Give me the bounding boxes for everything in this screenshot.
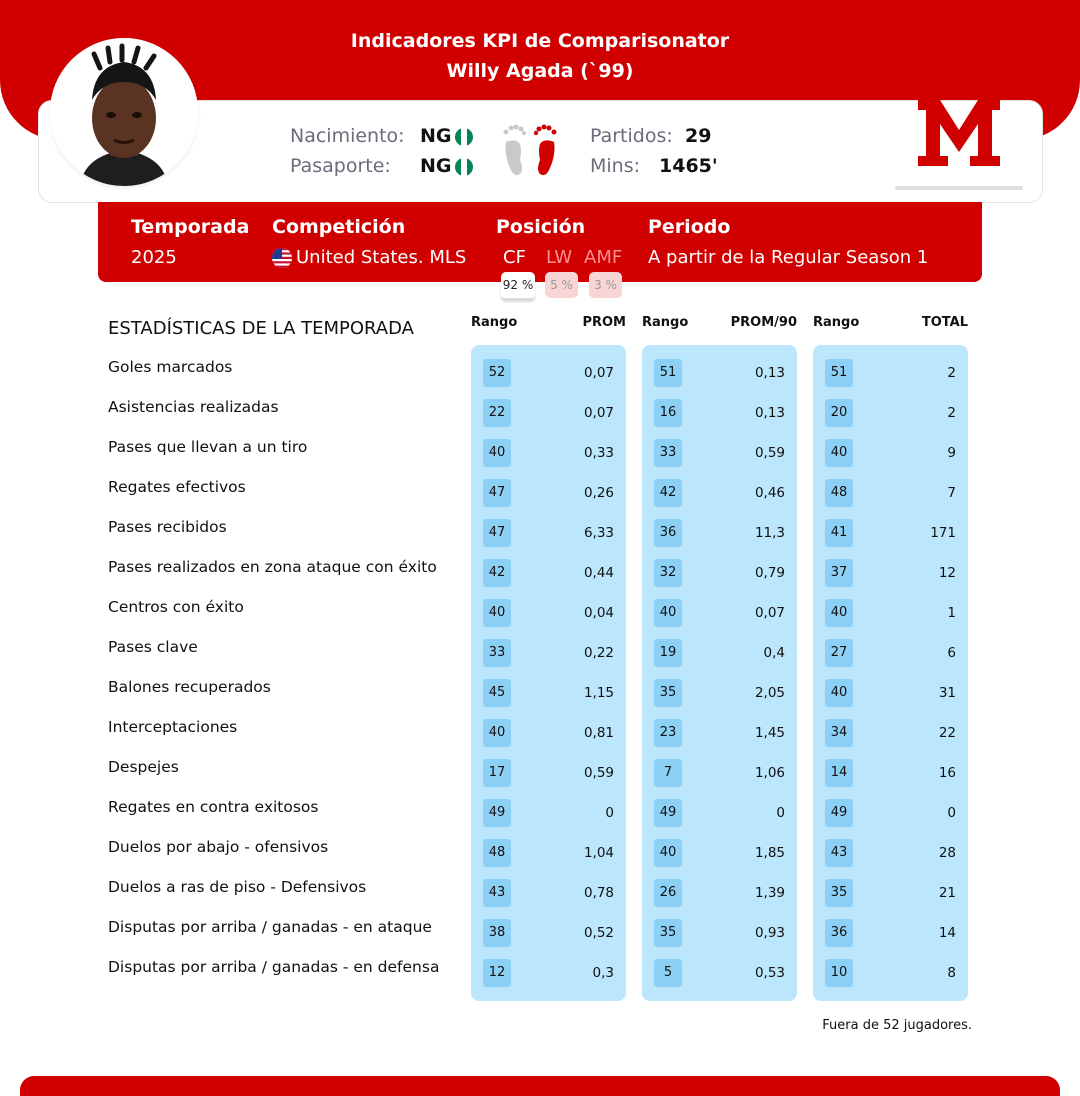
rank-total-badge: 40	[825, 439, 853, 467]
total-value: 31	[938, 685, 956, 701]
stat-label: Balones recuperados	[108, 678, 271, 696]
total-value: 16	[938, 765, 956, 781]
avg-value: 0	[605, 805, 614, 821]
avg90-value: 0,4	[763, 645, 785, 661]
avg-value: 0,59	[583, 765, 614, 781]
stat-label: Asistencias realizadas	[108, 398, 279, 416]
rank-avg90-badge: 49	[654, 799, 682, 827]
total-value: 1	[947, 605, 956, 621]
rank-avg90-badge: 32	[654, 559, 682, 587]
position-lw[interactable]: LW	[546, 247, 573, 268]
minutes-label: Mins:	[590, 155, 641, 177]
rank-avg90-badge: 40	[654, 839, 682, 867]
avg90-value: 0,13	[754, 405, 785, 421]
feet-icon	[498, 118, 562, 182]
period-label: Periodo	[648, 216, 731, 238]
avg90-value: 1,06	[754, 765, 785, 781]
stat-label: Disputas por arriba / ganadas - en defensa	[108, 958, 440, 976]
avg-value: 0,26	[583, 485, 614, 501]
rank-total-badge: 35	[825, 879, 853, 907]
rank-total-badge: 48	[825, 479, 853, 507]
total-value: 21	[938, 885, 956, 901]
stat-label: Pases recibidos	[108, 518, 227, 536]
avg-value: 0,44	[583, 565, 614, 581]
rank-total-badge: 41	[825, 519, 853, 547]
rank-total-badge: 49	[825, 799, 853, 827]
minutes-value: 1465'	[659, 155, 718, 177]
rank-avg90-badge: 33	[654, 439, 682, 467]
rank-avg90-badge: 5	[654, 959, 682, 987]
avg-value: 0,81	[583, 725, 614, 741]
avg90-value: 0,07	[754, 605, 785, 621]
stat-label: Disputas por arriba / ganadas - en ataque	[108, 918, 432, 936]
position-amf[interactable]: AMF	[584, 247, 623, 268]
avg-value: 0,07	[583, 365, 614, 381]
period-value: A partir de la Regular Season 1	[648, 247, 929, 268]
matches-value: 29	[685, 125, 712, 147]
position-amf-pct: 3 %	[589, 272, 622, 298]
player-photo-icon	[50, 38, 198, 186]
avg90-value: 0,59	[754, 445, 785, 461]
total-value: 8	[947, 965, 956, 981]
col-header-avg90: PROM/90	[730, 315, 797, 330]
avg90-value: 11,3	[754, 525, 785, 541]
rank-total-badge: 27	[825, 639, 853, 667]
avg90-value: 0,93	[754, 925, 785, 941]
col-header-total: TOTAL	[921, 315, 968, 330]
rank-avg-badge: 12	[483, 959, 511, 987]
rank-total-badge: 43	[825, 839, 853, 867]
rank-avg-badge: 43	[483, 879, 511, 907]
avg-value: 0,33	[583, 445, 614, 461]
rank-avg90-badge: 19	[654, 639, 682, 667]
birth-label: Nacimiento:	[290, 125, 405, 147]
rank-avg-badge: 45	[483, 679, 511, 707]
rank-total-badge: 36	[825, 919, 853, 947]
rank-total-badge: 51	[825, 359, 853, 387]
rank-avg-badge: 47	[483, 519, 511, 547]
col-header-rank-avg: Rango	[471, 315, 518, 330]
stat-label: Despejes	[108, 758, 179, 776]
total-value: 6	[947, 645, 956, 661]
rank-avg90-badge: 42	[654, 479, 682, 507]
rank-avg90-badge: 51	[654, 359, 682, 387]
rank-total-badge: 40	[825, 679, 853, 707]
total-value: 171	[930, 525, 956, 541]
stat-label: Interceptaciones	[108, 718, 238, 736]
rank-avg-badge: 42	[483, 559, 511, 587]
player-avatar	[50, 38, 198, 186]
avg-value: 0,04	[583, 605, 614, 621]
rank-avg90-badge: 35	[654, 679, 682, 707]
competition-label: Competición	[272, 216, 406, 238]
position-cf-pct: 92 %	[501, 272, 535, 301]
rank-avg90-badge: 23	[654, 719, 682, 747]
page-title: Indicadores KPI de Comparisonator	[350, 30, 730, 52]
avg90-value: 0	[776, 805, 785, 821]
rank-avg90-badge: 26	[654, 879, 682, 907]
position-cf[interactable]: CF	[503, 247, 526, 268]
matches-label: Partidos:	[590, 125, 673, 147]
avg-value: 0,07	[583, 405, 614, 421]
brand-logo-icon	[918, 100, 1000, 166]
rank-avg-badge: 40	[483, 719, 511, 747]
rank-avg-badge: 38	[483, 919, 511, 947]
avg-value: 0,52	[583, 925, 614, 941]
avg90-value: 0,13	[754, 365, 785, 381]
stat-label: Duelos por abajo - ofensivos	[108, 838, 329, 856]
total-value: 0	[947, 805, 956, 821]
nigeria-flag-icon	[455, 158, 473, 176]
stat-label: Regates en contra exitosos	[108, 798, 319, 816]
rank-total-badge: 14	[825, 759, 853, 787]
rank-avg-badge: 17	[483, 759, 511, 787]
rank-total-badge: 40	[825, 599, 853, 627]
stat-label: Regates efectivos	[108, 478, 246, 496]
stat-label: Goles marcados	[108, 358, 233, 376]
total-value: 12	[938, 565, 956, 581]
avg90-value: 1,85	[754, 845, 785, 861]
total-value: 14	[938, 925, 956, 941]
player-name: Willy Agada (`99)	[446, 60, 634, 82]
rank-avg-badge: 40	[483, 599, 511, 627]
stat-label: Duelos a ras de piso - Defensivos	[108, 878, 367, 896]
rank-avg90-badge: 35	[654, 919, 682, 947]
season-info-bar	[98, 202, 982, 282]
rank-avg90-badge: 36	[654, 519, 682, 547]
rank-avg90-badge: 7	[654, 759, 682, 787]
rank-avg-badge: 52	[483, 359, 511, 387]
total-value: 2	[947, 365, 956, 381]
avg-value: 0,3	[592, 965, 614, 981]
rank-avg-badge: 48	[483, 839, 511, 867]
rank-avg-badge: 47	[483, 479, 511, 507]
position-label: Posición	[496, 216, 586, 238]
season-value: 2025	[131, 247, 177, 268]
avg90-value: 0,46	[754, 485, 785, 501]
rank-total-badge: 37	[825, 559, 853, 587]
rank-total-badge: 20	[825, 399, 853, 427]
avg-value: 0,78	[583, 885, 614, 901]
passport-country: NG	[420, 155, 452, 177]
avg90-value: 0,79	[754, 565, 785, 581]
rank-avg90-badge: 16	[654, 399, 682, 427]
col-header-rank-avg90: Rango	[642, 315, 689, 330]
birth-country: NG	[420, 125, 452, 147]
avg-value: 1,04	[583, 845, 614, 861]
total-value: 2	[947, 405, 956, 421]
rank-avg-badge: 22	[483, 399, 511, 427]
us-flag-icon	[272, 248, 292, 268]
rank-total-badge: 10	[825, 959, 853, 987]
total-value: 9	[947, 445, 956, 461]
stat-label: Pases que llevan a un tiro	[108, 438, 308, 456]
rank-avg90-badge: 40	[654, 599, 682, 627]
logo-underline	[895, 186, 1023, 190]
footer-note: Fuera de 52 jugadores.	[822, 1018, 972, 1033]
avg90-value: 2,05	[754, 685, 785, 701]
avg90-value: 0,53	[754, 965, 785, 981]
stats-section-title: ESTADÍSTICAS DE LA TEMPORADA	[108, 318, 414, 339]
total-value: 28	[938, 845, 956, 861]
season-label: Temporada	[131, 216, 250, 238]
avg90-value: 1,45	[754, 725, 785, 741]
total-value: 7	[947, 485, 956, 501]
stat-label: Pases realizados en zona ataque con éxito	[108, 558, 437, 576]
col-header-avg: PROM	[582, 315, 626, 330]
competition-value: United States. MLS	[296, 247, 467, 268]
avg-value: 6,33	[583, 525, 614, 541]
rank-avg-badge: 33	[483, 639, 511, 667]
position-lw-pct: 5 %	[545, 272, 578, 298]
avg90-value: 1,39	[754, 885, 785, 901]
col-header-rank-total: Rango	[813, 315, 860, 330]
rank-avg-badge: 40	[483, 439, 511, 467]
avg-value: 1,15	[583, 685, 614, 701]
total-value: 22	[938, 725, 956, 741]
rank-total-badge: 34	[825, 719, 853, 747]
bottom-banner	[20, 1076, 1060, 1096]
rank-avg-badge: 49	[483, 799, 511, 827]
stat-label: Centros con éxito	[108, 598, 244, 616]
stat-label: Pases clave	[108, 638, 198, 656]
avg-value: 0,22	[583, 645, 614, 661]
passport-label: Pasaporte:	[290, 155, 391, 177]
nigeria-flag-icon	[455, 128, 473, 146]
